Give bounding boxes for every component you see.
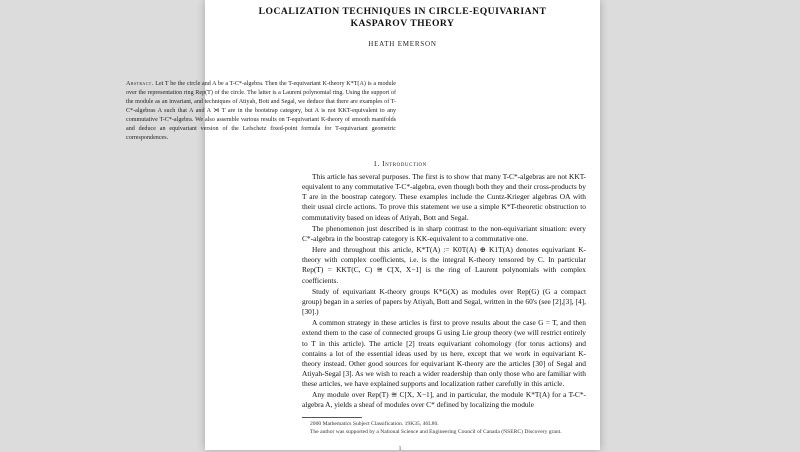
body-text bbox=[302, 172, 586, 412]
paragraph: Study of equivariant K-theory groups K*G(X) as modules over Rep(G) (G a compact group) began in a series of papers by Atiyah, Bott and Segal, written in the 60's (see [2],[3], [4],[30].) bbox=[302, 286, 586, 317]
paper-title-line-1: LOCALIZATION TECHNIQUES IN CIRCLE-EQUIVARIANT bbox=[258, 6, 547, 17]
section-heading: 1. Introduction bbox=[373, 159, 427, 168]
paragraph: A common strategy in these articles is first to prove results about the case G = T, and then extend them to the case of connected groups G using Lie group theory (we will restrict entirely to T in this article). The article [2] treats equivariant cohomology (for torus actions) and contains a lot of the essential ideas used by us here, except that we work in equivariant K-theory instead. Other good sources for equivariant K-theory are the articles [30] of Segal and Atiyah-Segal [3]. As we wish to reach a wider readership than only those who are familiar with these articles, we have explained supports and localization rather carefully in this article. bbox=[302, 318, 586, 389]
paragraph: This article has several purposes. The first is to show that many T-C*-algebras are not KKT-equivalent to any commutative T-C*-algebra, even though both they and their cross-products by T are in the boostrap category. These examples include the Cuntz-Krieger algebras OA with their usual circle actions. To prove this statement we use a simple K*T-theoretic obstruction to commutativity based on ideas of Atiyah, Bott and Segal. bbox=[302, 172, 586, 222]
footnote-divider bbox=[302, 417, 362, 418]
paragraph: Any module over Rep(T) ≅ C[X, X−1], and in particular, the module K*T(A) for a T-C*-algebra A, yields a sheaf of modules over C* defined by localizing the module bbox=[302, 390, 586, 410]
abstract bbox=[126, 80, 396, 143]
footnotes bbox=[302, 420, 586, 436]
author-name: HEATH EMERSON bbox=[368, 40, 437, 48]
paragraph: The phenomenon just described is in sharp contrast to the non-equivariant situation: every C*-algebra in the boostrap category is KK-equivalent to a commutative one. bbox=[302, 223, 586, 243]
paper-title-line-2: KASPAROV THEORY bbox=[350, 18, 455, 29]
paper-title bbox=[205, 6, 600, 30]
page-number: 1 bbox=[398, 446, 402, 452]
abstract-text: Let T be the circle and A be a T-C*-algebra. Then the T-equivariant K-theory K*T(A) is a module over the representation ring Rep(T) of the circle. The latter is a Laurent polynomial ring. Using the support of the module as an invariant, and techniques of Atiyah, Bott and Segal, we deduce that there are examples of T-C*-algebras A such that A and A ⋊ T are in the bootstrap category, but A is not KKT-equivalent to any commutative T-C*-algebra. We also assemble various results on T-equivariant K-theory of smooth manifolds and deduce an equivariant version of the Lefschetz fixed-point formula for T-equivariant geometric correspondences. bbox=[126, 81, 396, 141]
footnote-classification: 2000 Mathematics Subject Classification. 19K35, 46L80. bbox=[310, 421, 439, 427]
abstract-label: Abstract. bbox=[126, 81, 154, 87]
footnote-funding: The author was supported by a National Science and Engineering Council of Canada (NSERC) Discovery grant. bbox=[310, 429, 562, 435]
paragraph: Here and throughout this article, K*T(A) := K0T(A) ⊕ K1T(A) denotes equivariant K-theory with complex coefficients, i.e. is the integral K-theory tensored by C. In particular Rep(T) = KKT(C, C) ≅ C[X, X−1] is the ring of Laurent polynomials with complex coefficients. bbox=[302, 245, 586, 285]
